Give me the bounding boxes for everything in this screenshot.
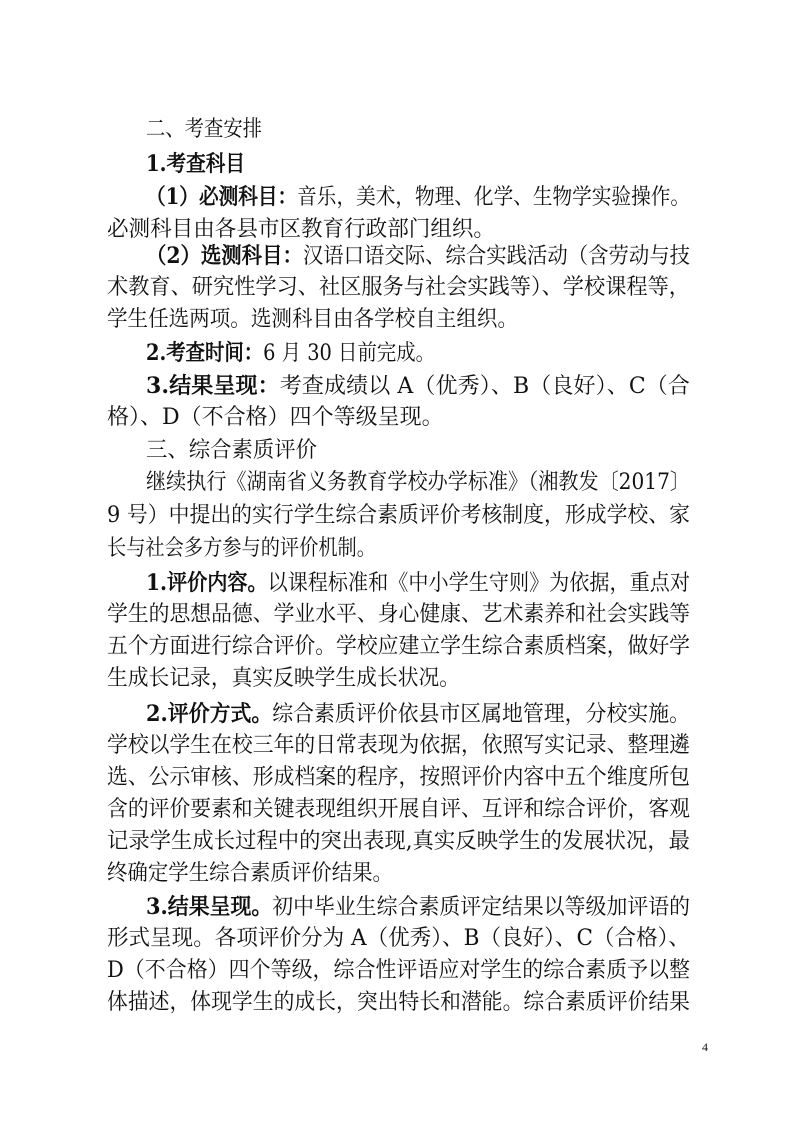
- page-number: 4: [702, 1040, 708, 1054]
- required-subjects-label: （1）必测科目：: [146, 184, 298, 210]
- evaluation-method-label: 2.评价方式。: [146, 701, 273, 727]
- optional-subjects-text: 汉语口语交际、综合实践活动（含劳动与技: [302, 244, 690, 269]
- optional-subjects-label: （2）选测科目：: [146, 243, 303, 269]
- evaluation-result-label: 3.结果呈现。: [146, 894, 273, 920]
- evaluation-result-text: 初中毕业生综合素质评定结果以等级加评语的: [272, 895, 690, 920]
- exam-time-label: 2.考查时间：: [146, 340, 264, 366]
- evaluation-content-label: 1.评价内容。: [146, 570, 268, 596]
- result-presentation-label: 3.结果呈现：: [146, 373, 280, 399]
- evaluation-content-text: 以课程标准和《中小学生守则》为依据，重点对: [267, 571, 690, 596]
- required-subjects-text: 音乐，美术，物理、化学、生物学实验操作。: [297, 185, 690, 210]
- exam-time-text: 6 月 30 日前完成。: [263, 341, 435, 366]
- evaluation-method-text: 综合素质评价依县市区属地管理，分校实施。: [272, 702, 690, 727]
- document-page: 二、考查安排 1.考查科目 （1）必测科目：音乐，美术，物理、化学、生物学实验操作。 必测科目由各县市区教育行政部门组织。 （2）选测科目：汉语口语交际、综合实践活动（含劳动与技 术教育、研究性学习、社区服务与社会实践等）、学校课程等， 学生任选两项。选测科目由各学校自主组织。 2.考查时间：6 月 30 日前完成。 3.结果呈现：考查成绩以 A（优秀）、B（良好）、C（合 格）、D（不合格）四个等级呈现。 三、综合素质评价 继续执行《湖南省义务教育学校办学标准》（湘教发〔2017〕 9 号）中提出的实行学生综合素质评价考核制度，形成学校、家 长与社会多方参与的评价机制。 1.评价内容。以课程标准和《中小学生守则》为依据，重点对 学生的思想品德、学业水平、身心健康、艺术素养和社会实践等 五个方面进行综合评价。学校应建立学生综合素质档案，做好学 生成长记录，真实反映学生成长状况。 2.评价方式。综合素质评价依县市区属地管理，分校实施。 学校以学生在校三年的日常表现为依据，依照写实记录、整理遴 选、公示审核、形成档案的程序，按照评价内容中五个维度所包 含的评价要素和关键表现组织开展自评、互评和综合评价，客观 记录学生成长过程中的突出表现,真实反映学生的发展状况，最 终确定学生综合素质评价结果。 3.结果呈现。初中毕业生综合素质评定结果以等级加评语的 形式呈现。各项评价分为 A（优秀）、B（良好）、C（合格）、 D（不合格）四个等级，综合性评语应对学生的综合素质予以整 体描述，体现学生的成长，突出特长和潜能。综合素质评价结果 4: [107, 117, 708, 1054]
- result-presentation-text: 考查成绩以 A（优秀）、B（良好）、C（合: [279, 374, 691, 399]
